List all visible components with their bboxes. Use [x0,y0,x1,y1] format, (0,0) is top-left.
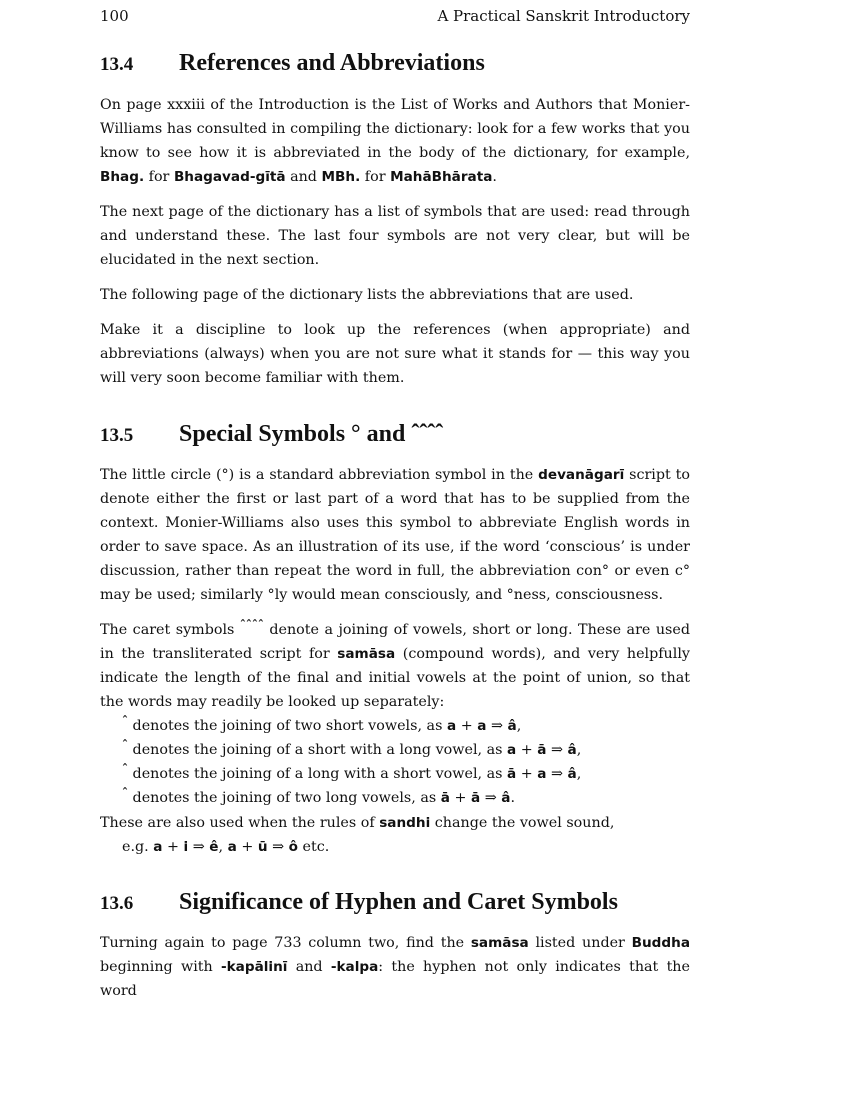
text-run: and [285,169,322,185]
section-number: 13.6 [100,893,134,914]
section-heading [100,886,690,918]
text-run: beginning with [100,959,221,975]
text-run: ⇒ [267,839,289,855]
text-run: ⇒ [480,790,502,806]
paragraph [100,200,690,272]
bold-term: a [227,839,237,855]
text-run: listed under [528,935,632,951]
bold-term: â [501,790,511,806]
text-run: etc. [297,839,330,855]
section-heading [100,418,690,450]
text-run: The little circle (°) is a standard abbreviation symbol in the [100,467,539,483]
caret-symbol: ˆ [122,762,128,776]
bold-term: -kalpa [330,959,379,975]
bold-term: sandhi [379,815,431,831]
book-title: A Practical Sanskrit Introductory [437,7,690,25]
text-run: denotes the joining of two long vowels, as [128,790,441,806]
caret-symbol: ˆ [122,786,128,800]
sandhi-line [100,811,614,835]
bold-term: ā [440,790,450,806]
running-header [100,6,690,26]
section-title: References and Abbreviations [179,50,485,76]
text-run: ⇒ [486,718,508,734]
bold-term: ā [537,742,547,758]
bold-term: â [567,742,577,758]
text-run: and [287,959,331,975]
caret-rule-line [122,786,515,810]
bold-term: samāsa [470,935,529,951]
bold-term: Buddha [631,935,690,951]
bold-term: a [477,718,487,734]
text-run: The caret symbols [100,622,240,638]
bold-term: ā [507,766,517,782]
paragraph [100,463,690,607]
text-run: On page xxxiii of the Introduction is the List of Works and Authors that Monier-Williams has consulted in compiling the dictionary: look for a few works that you know to see how it is abbreviated in the body of the dictionary, for example, [100,97,690,161]
text-run: , [576,742,582,758]
bold-term: a [537,766,547,782]
bold-term: MahāBhārata [390,169,493,185]
text-run: denotes the joining of a long with a short vowel, as [128,766,508,782]
text-run: denote a joining of vowels, short or long. These are used in the transliterated script for [100,622,690,662]
paragraph [100,931,690,1003]
text-run: Make it a discipline to look up the references (when appropriate) and abbreviations (always) when you are not sure what it stands for — this way you will very soon become familiar with them. [100,322,690,386]
text-run: + [516,742,538,758]
bold-term: a [507,742,517,758]
text-run: ⇒ [546,742,568,758]
bold-term: ê [209,839,219,855]
text-run: e.g. [122,839,154,855]
text-run: , [516,718,522,734]
text-run: denotes the joining of two short vowels, as [128,718,447,734]
text-run: . [492,169,497,185]
caret-symbol: ˆ [122,738,128,752]
bold-term: Bhagavad-gītā [173,169,286,185]
section-heading [100,47,690,79]
text-run: , [218,839,228,855]
text-run: , [576,766,582,782]
bold-term: devanāgarī [538,467,625,483]
text-run: (compound words), and very helpfully indicate the length of the final and initial vowels at the point of union, so that the words may readily be looked up separately: [100,646,690,710]
bold-term: â [567,766,577,782]
paragraph [100,283,690,307]
text-run: ⇒ [546,766,568,782]
text-run: + [162,839,184,855]
bold-term: Bhag. [100,169,145,185]
text-run: change the vowel sound, [430,815,615,831]
bold-term: ū [257,839,268,855]
text-run: : the hyphen not only indicates that the word [100,959,690,999]
bold-term: ô [288,839,298,855]
bold-term: MBh. [321,169,361,185]
text-run: + [516,766,538,782]
sandhi-example-line [122,835,329,859]
page-number: 100 [100,7,129,25]
paragraph [100,618,690,714]
bold-term: -kapālinī [221,959,288,975]
bold-term: samāsa [337,646,396,662]
bold-term: a [153,839,163,855]
bold-term: â [507,718,517,734]
bold-term: a [446,718,457,734]
text-run: + [456,718,478,734]
text-run: denotes the joining of a short with a long vowel, as [128,742,508,758]
section-number: 13.4 [100,54,134,75]
paragraph [100,318,690,390]
text-run: . [510,790,516,806]
section-title: Special Symbols ° and ˆˆˆˆ [179,421,444,447]
book-page [100,0,690,1100]
caret-symbol: ˆ [122,714,128,728]
text-run: for [144,169,174,185]
section-number: 13.5 [100,425,134,446]
paragraph [100,93,690,189]
text-run: Turning again to page 733 column two, find the [100,935,471,951]
text-run: script to denote either the first or last part of a word that has to be supplied from the context. Monier-Williams also uses this symbol to abbreviate English words in order to save space. As an illustration of its use, if the word ‘conscious’ is under discussion, rather than repeat the word in full, the abbreviation con° or even c° may be used; similarly °ly would mean consciously, and °ness, consciousness. [100,467,690,603]
text-run: for [360,169,391,185]
caret-rule-line [122,762,581,786]
section-title: Significance of Hyphen and Caret Symbols [179,889,618,915]
text-run: + [449,790,472,806]
text-run: ⇒ [188,839,210,855]
caret-symbol: ˆˆˆˆ [239,618,264,632]
caret-rule-line [122,714,521,738]
bold-term: i [183,839,189,855]
bold-term: ā [471,790,481,806]
text-run: These are also used when the rules of [100,815,380,831]
text-run: The next page of the dictionary has a list of symbols that are used: read through and understand these. The last four symbols are not very clear, but will be elucidated in the next section. [100,204,690,268]
text-run: + [236,839,258,855]
text-run: The following page of the dictionary lists the abbreviations that are used. [100,287,634,303]
caret-rule-line [122,738,581,762]
